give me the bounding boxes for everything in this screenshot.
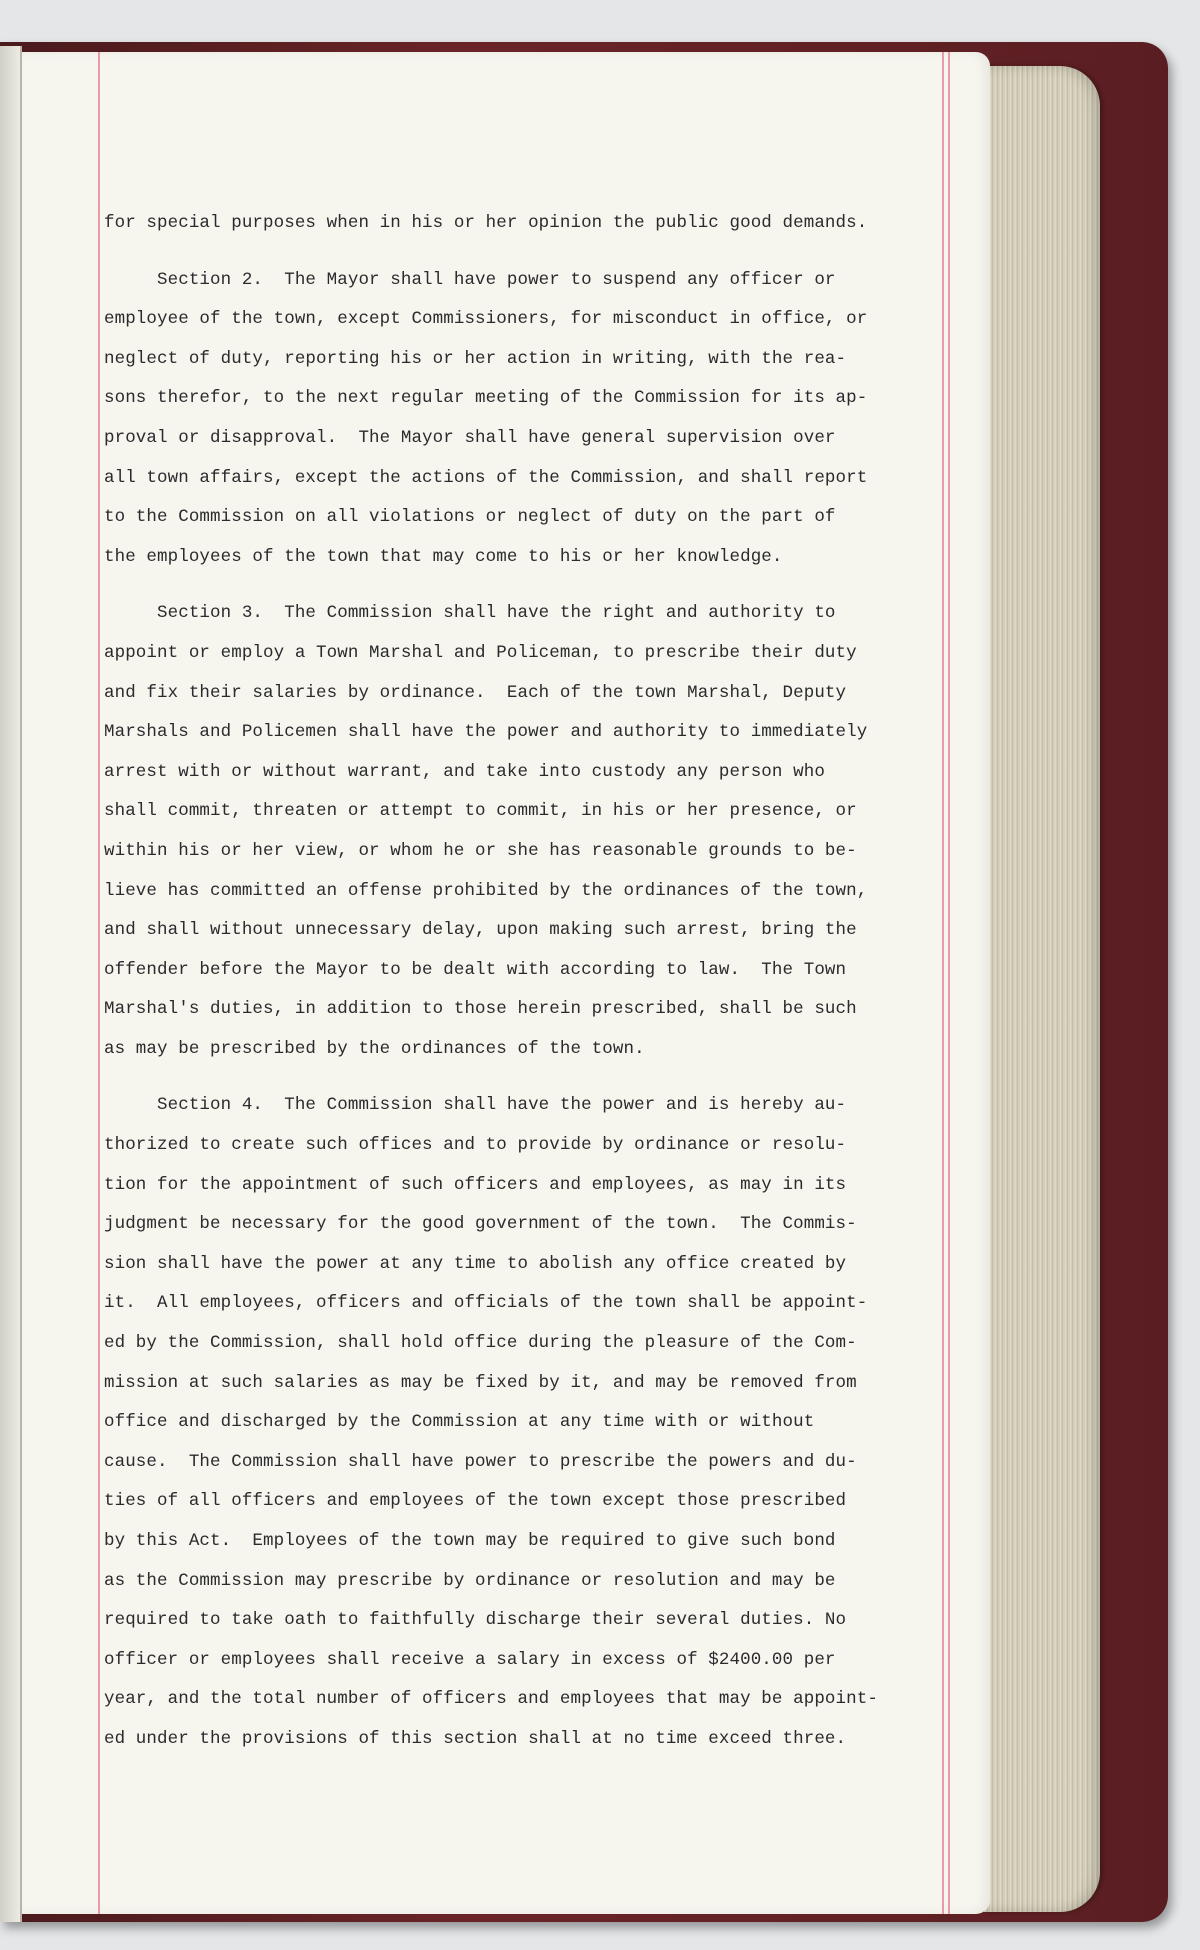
paragraph-section-2: [104, 261, 954, 578]
paragraph-continuation: [104, 204, 954, 244]
text-line: Section 2. The Mayor shall have power to suspend any officer or: [104, 269, 836, 290]
text-line: office and discharged by the Commission at any time with or without: [104, 1412, 815, 1433]
text-line: it. All employees, officers and officials of the town shall be appoint-: [104, 1293, 868, 1314]
text-line: mission at such salaries as may be fixed by it, and may be removed from: [104, 1372, 857, 1393]
text-line: for special purposes when in his or her opinion the public good demands.: [104, 213, 868, 233]
text-line: required to take oath to faithfully discharge their several duties. No: [104, 1610, 847, 1631]
text-line: employee of the town, except Commissioners, for misconduct in office, or: [104, 309, 868, 330]
left-margin-rule: [98, 52, 100, 1914]
text-line: lieve has committed an offense prohibited by the ordinances of the town,: [104, 880, 868, 901]
text-line: all town affairs, except the actions of the Commission, and shall report: [104, 467, 868, 488]
text-line: judgment be necessary for the good government of the town. The Commis-: [104, 1214, 857, 1235]
text-line: as the Commission may prescribe by ordinance or resolution and may be: [104, 1570, 836, 1591]
text-line: Section 3. The Commission shall have the right and authority to: [104, 603, 836, 624]
text-line: proval or disapproval. The Mayor shall have general supervision over: [104, 427, 836, 448]
text-line: cause. The Commission shall have power to prescribe the powers and du-: [104, 1451, 857, 1472]
typed-text-body: [104, 204, 954, 1760]
text-line: thorized to create such offices and to provide by ordinance or resolu-: [104, 1135, 847, 1156]
text-line: ed by the Commission, shall hold office during the pleasure of the Com-: [104, 1333, 857, 1354]
text-line: Marshals and Policemen shall have the power and authority to immediately: [104, 722, 868, 743]
text-line: Section 4. The Commission shall have the power and is hereby au-: [104, 1095, 847, 1116]
text-line: ed under the provisions of this section shall at no time exceed three.: [104, 1728, 847, 1749]
text-line: Marshal's duties, in addition to those herein prescribed, shall be such: [104, 999, 857, 1020]
text-line: tion for the appointment of such officers and employees, as may in its: [104, 1174, 847, 1195]
text-line: and shall without unnecessary delay, upon making such arrest, bring the: [104, 920, 857, 941]
text-line: offender before the Mayor to be dealt with according to law. The Town: [104, 959, 847, 980]
text-line: year, and the total number of officers and employees that may be appoint-: [104, 1689, 878, 1710]
paragraph-section-3: [104, 594, 954, 1069]
page-edges: [984, 66, 1100, 1912]
paragraph-section-4: [104, 1086, 954, 1759]
text-line: shall commit, threaten or attempt to commit, in his or her presence, or: [104, 801, 857, 822]
text-line: ties of all officers and employees of the town except those prescribed: [104, 1491, 847, 1512]
text-line: to the Commission on all violations or neglect of duty on the part of: [104, 507, 836, 528]
text-line: neglect of duty, reporting his or her action in writing, with the rea-: [104, 348, 847, 369]
text-line: the employees of the town that may come to his or her knowledge.: [104, 546, 783, 567]
text-line: officer or employees shall receive a salary in excess of $2400.00 per: [104, 1649, 836, 1670]
facing-page-edge: [0, 46, 22, 1922]
text-line: as may be prescribed by the ordinances of the town.: [104, 1038, 645, 1059]
text-line: within his or her view, or whom he or she has reasonable grounds to be-: [104, 840, 857, 861]
text-line: by this Act. Employees of the town may be required to give such bond: [104, 1531, 836, 1551]
text-line: sons therefor, to the next regular meeting of the Commission for its ap-: [104, 388, 868, 409]
text-line: sion shall have the power at any time to abolish any office created by: [104, 1253, 847, 1274]
text-line: and fix their salaries by ordinance. Each of the town Marshal, Deputy: [104, 682, 847, 703]
text-line: arrest with or without warrant, and take into custody any person who: [104, 761, 825, 782]
text-line: appoint or employ a Town Marshal and Policeman, to prescribe their duty: [104, 642, 857, 663]
